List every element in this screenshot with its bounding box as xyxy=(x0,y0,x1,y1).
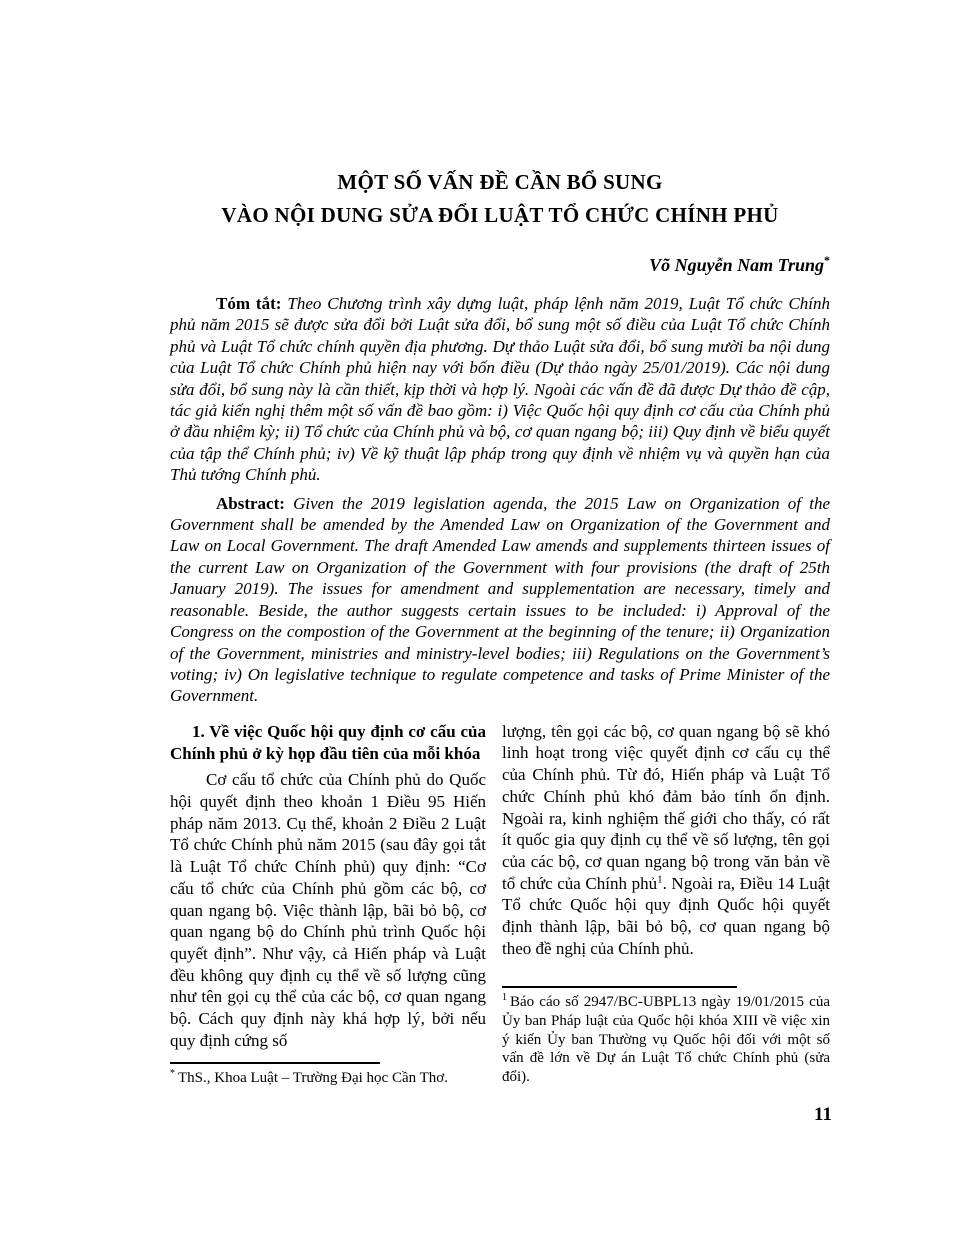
right-column xyxy=(502,721,830,1088)
abstract-vi-text: Theo Chương trình xây dựng luật, pháp lệnh năm 2019, Luật Tổ chức Chính phủ năm 2015 sẽ được sửa đổi bởi Luật sửa đổi, bổ sung một số điều của Luật Tổ chức Chính phủ và Luật Tổ chức chính quyền địa phương. Dự thảo Luật sửa đổi, bổ sung mười ba nội dung của Luật Tổ chức Chính phủ hiện nay với bốn điều (Dự thảo ngày 25/01/2019). Các nội dung sửa đổi, bổ sung này là cần thiết, kịp thời và hợp lý. Ngoài các vấn đề đã được Dự thảo đề cập, tác giả kiến nghị thêm một số vấn đề bao gồm: i) Việc Quốc hội quy định cơ cấu của Chính phủ ở đầu nhiệm kỳ; ii) Tổ chức của Chính phủ và bộ, cơ quan ngang bộ; iii) Quy định về biểu quyết của tập thể Chính phủ; iv) Về kỹ thuật lập pháp trong quy định về nhiệm vụ và quyền hạn của Thủ tướng Chính phủ. xyxy=(170,294,831,485)
author-footnote xyxy=(170,1069,486,1088)
footnote-ref-1-mark: 1 xyxy=(657,872,663,885)
article-title xyxy=(170,166,830,232)
reference-footnote-1-mark: 1 xyxy=(502,992,507,1004)
two-column-body xyxy=(170,721,830,1088)
author-footnote-text: ThS., Khoa Luật – Trường Đại học Cần Thơ. xyxy=(178,1070,448,1087)
article-title-line1: MỘT SỐ VẤN ĐỀ CẦN BỔ SUNG xyxy=(337,170,663,194)
abstract-vietnamese xyxy=(170,293,830,486)
author-name: Võ Nguyễn Nam Trung xyxy=(649,255,824,275)
page-number: 11 xyxy=(814,1104,832,1125)
author-footnote-mark: * xyxy=(824,253,830,267)
article-title-line2: VÀO NỘI DUNG SỬA ĐỔI LUẬT TỔ CHỨC CHÍNH PHỦ xyxy=(221,203,779,227)
right-paragraph-text-after-ref: . Ngoài ra, Điều 14 Luật Tổ chức Quốc hội quy định Quốc hội quyết định thành lập, bãi bỏ bộ, cơ quan ngang bộ theo đề nghị của Chính phủ. xyxy=(502,873,831,958)
section-1-paragraph-left: Cơ cấu tổ chức của Chính phủ do Quốc hội quyết định theo khoản 1 Điều 95 Hiến pháp năm 2013. Cụ thể, khoản 2 Điều 2 Luật Tổ chức Chính phủ năm 2015 (sau đây gọi tắt là Luật Tổ chức Chính phủ) quy định: “Cơ cấu tổ chức của Chính phủ gồm các bộ, cơ quan ngang bộ. Việc thành lập, bãi bỏ bộ, cơ quan ngang bộ do Chính phủ trình Quốc hội quyết định”. Như vậy, cả Hiến pháp và Luật đều không quy định cụ thể về số lượng cũng như tên gọi cụ thể của các bộ, cơ quan ngang bộ. Cách quy định này khá hợp lý, bởi nếu quy định cứng số xyxy=(170,770,486,1050)
left-column xyxy=(170,721,486,1088)
abstract-en-text: Given the 2019 legislation agenda, the 2015 Law on Organization of the Government shall be amended by the Amended Law on Organization of the Government and Law on Local Government. The draft Amended Law amends and supplements thirteen issues of the current Law on Organization of the Government with four provisions (the draft of 25th January 2019). The issues for amendment and supplementation are necessary, timely and reasonable. Beside, the author suggests certain issues to be included: i) Approval of the Congress on the compostion of the Government at the beginning of the tenure; ii) Organization of the Government, ministries and ministry-level bodies; iii) Regulations on the Government’s voting; iv) On legislative technique to regulate competence and tasks of Prime Minister of the Government. xyxy=(170,493,830,706)
author-line xyxy=(170,248,830,277)
section-1-paragraph-right xyxy=(502,721,830,960)
author-footnote-block xyxy=(170,1062,486,1088)
section-1-heading: 1. Về việc Quốc hội quy định cơ cấu của Chính phủ ở kỳ họp đầu tiên của mỗi khóa xyxy=(170,721,486,764)
footnote-separator-left xyxy=(170,1062,380,1064)
reference-footnote-1 xyxy=(502,993,830,1086)
abstract-english xyxy=(170,493,830,707)
abstract-en-label: Abstract: xyxy=(216,493,285,513)
page-content xyxy=(170,166,830,1088)
author-footnote-symbol: * xyxy=(170,1068,175,1080)
reference-footnote-block xyxy=(502,986,830,1086)
footnote-separator-right xyxy=(502,986,737,988)
reference-footnote-1-text: Báo cáo số 2947/BC-UBPL13 ngày 19/01/2015 của Ủy ban Pháp luật của Quốc hội khóa XIII về việc xin ý kiến Ủy ban Thường vụ Quốc hội đối với một số vấn đề lớn về Dự án Luật Tổ chức Chính phủ (sửa đổi). xyxy=(502,994,830,1085)
right-paragraph-text-before-ref: lượng, tên gọi các bộ, cơ quan ngang bộ sẽ khó linh hoạt trong việc quyết định cơ cấu cụ thể của Chính phủ. Từ đó, Hiến pháp và Luật Tổ chức Chính phủ khó đảm bảo tính ổn định. Ngoài ra, kinh nghiệm thế giới cho thấy, có rất ít quốc gia quy định cụ thể về số lượng, tên gọi của các bộ, cơ quan ngang bộ trong văn bản về tổ chức của Chính phủ xyxy=(502,721,830,893)
abstract-vi-label: Tóm tắt: xyxy=(216,294,282,313)
